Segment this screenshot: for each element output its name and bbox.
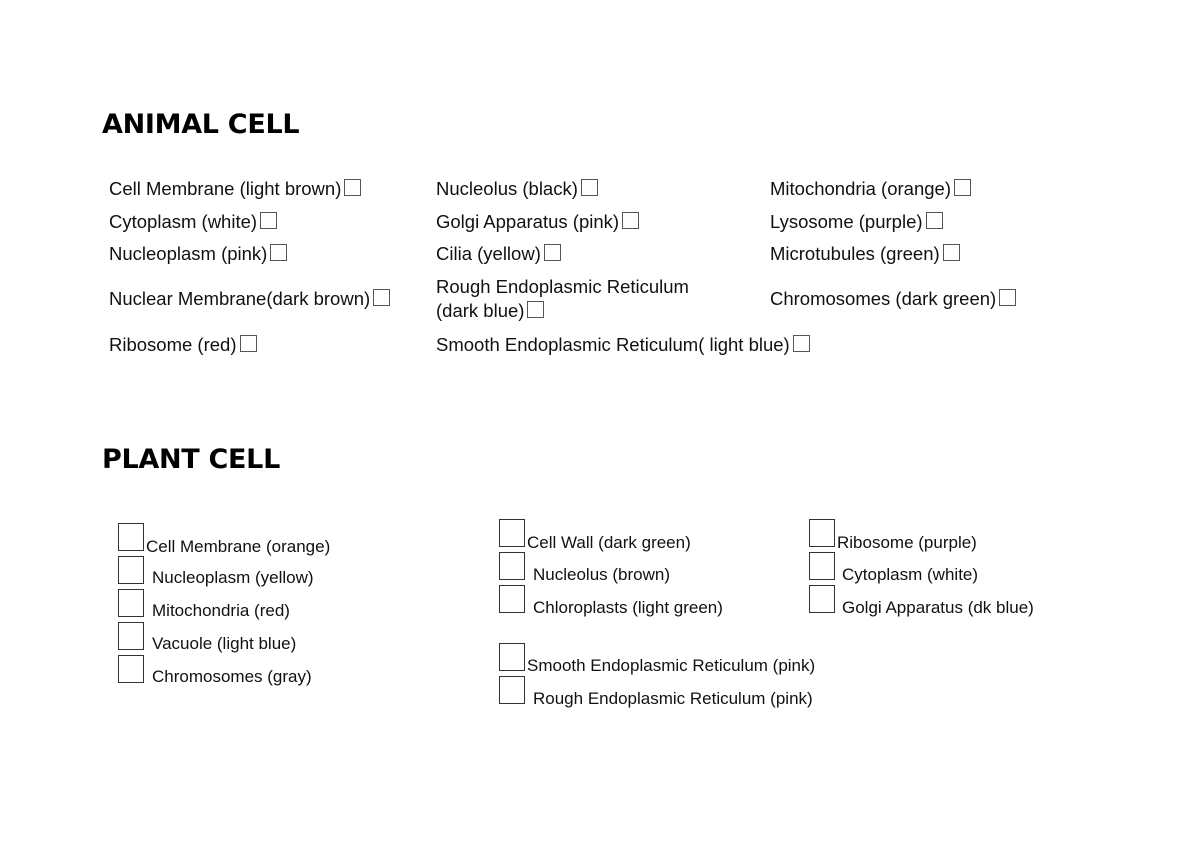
checkbox[interactable] <box>240 335 257 352</box>
checkbox[interactable] <box>499 643 525 671</box>
animal-item-rough-er-color: (dark blue) <box>436 299 544 323</box>
animal-item-chromosomes: Chromosomes (dark green) <box>770 287 1016 311</box>
checkbox[interactable] <box>118 589 144 617</box>
checkbox[interactable] <box>999 289 1016 306</box>
checkbox[interactable] <box>118 622 144 650</box>
animal-item-ribosome: Ribosome (red) <box>109 333 257 357</box>
animal-item-lysosome: Lysosome (purple) <box>770 210 943 234</box>
checkbox[interactable] <box>544 244 561 261</box>
animal-item-mitochondria: Mitochondria (orange) <box>770 177 971 201</box>
checkbox[interactable] <box>499 676 525 704</box>
checkbox[interactable] <box>499 552 525 580</box>
checkbox[interactable] <box>527 301 544 318</box>
checkbox[interactable] <box>943 244 960 261</box>
checkbox[interactable] <box>622 212 639 229</box>
animal-item-cilia: Cilia (yellow) <box>436 242 561 266</box>
animal-cell-heading: ANIMAL CELL <box>102 109 300 140</box>
animal-item-cell-membrane: Cell Membrane (light brown) <box>109 177 361 201</box>
animal-item-nucleoplasm: Nucleoplasm (pink) <box>109 242 287 266</box>
checkbox[interactable] <box>793 335 810 352</box>
checkbox[interactable] <box>118 655 144 683</box>
checkbox[interactable] <box>118 523 144 551</box>
checkbox[interactable] <box>344 179 361 196</box>
plant-cell-heading: PLANT CELL <box>102 444 280 475</box>
checkbox[interactable] <box>118 556 144 584</box>
checkbox[interactable] <box>926 212 943 229</box>
animal-item-rough-er: Rough Endoplasmic Reticulum <box>436 276 689 297</box>
checkbox[interactable] <box>809 585 835 613</box>
animal-item-nuclear-membrane: Nuclear Membrane(dark brown) <box>109 287 390 311</box>
animal-item-smooth-er: Smooth Endoplasmic Reticulum( light blue) <box>436 333 810 357</box>
animal-item-nucleolus: Nucleolus (black) <box>436 177 598 201</box>
checkbox[interactable] <box>809 519 835 547</box>
checkbox[interactable] <box>260 212 277 229</box>
checkbox[interactable] <box>373 289 390 306</box>
checkbox[interactable] <box>954 179 971 196</box>
checkbox[interactable] <box>270 244 287 261</box>
checkbox[interactable] <box>581 179 598 196</box>
checkbox[interactable] <box>499 519 525 547</box>
checkbox[interactable] <box>499 585 525 613</box>
animal-item-cytoplasm: Cytoplasm (white) <box>109 210 277 234</box>
animal-item-microtubules: Microtubules (green) <box>770 242 960 266</box>
animal-item-golgi: Golgi Apparatus (pink) <box>436 210 639 234</box>
checkbox[interactable] <box>809 552 835 580</box>
